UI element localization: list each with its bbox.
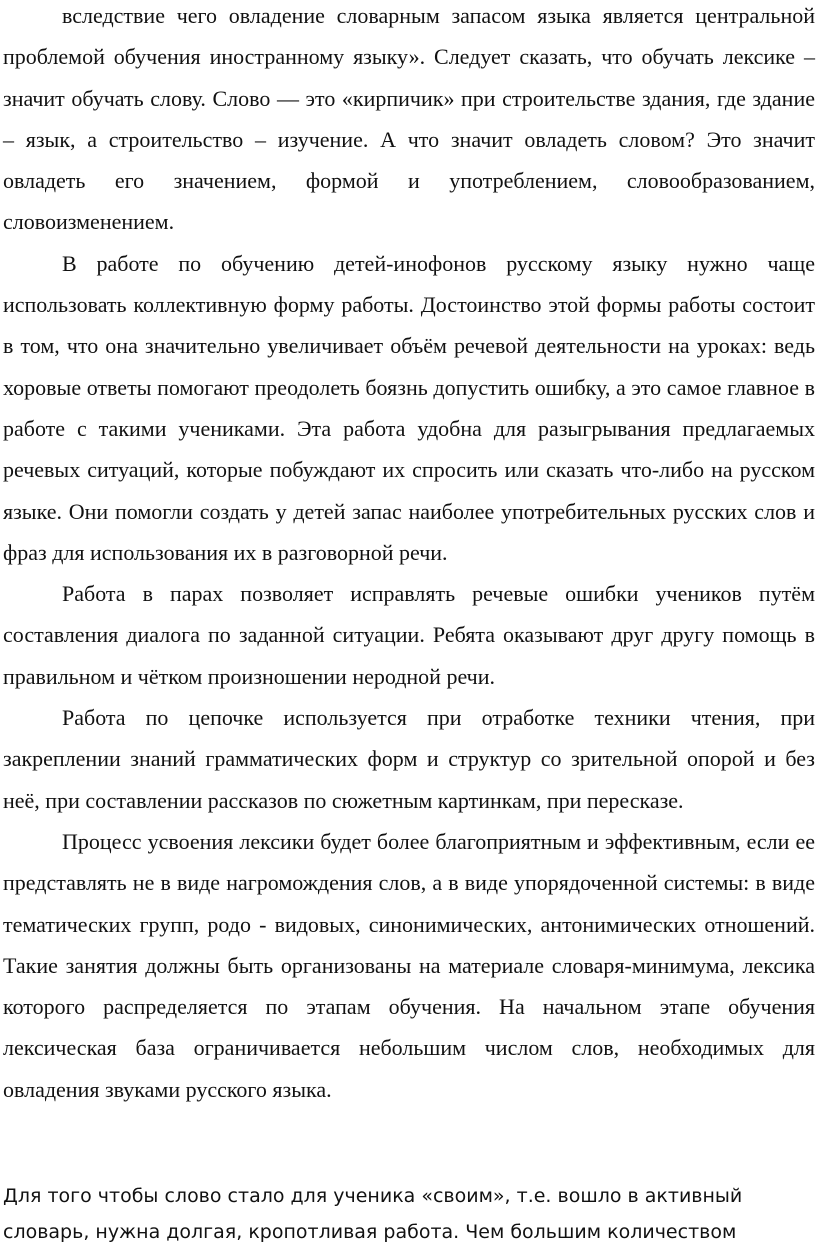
paragraph-vocabulary-mastery: вследствие чего овладение словарным запасом языка является центральной проблемой обучения иностранному языку». Следует сказать, что обучать лексике – значит обучать слову. Слово — это «кирпичик» при строительстве здания, где здание – язык, а строительство – изучение. А что значит овладеть словом? Это значит овладеть его значением, формой и употреблением, словообразованием, словоизменением. xyxy=(3,3,815,235)
paragraph-lexicon-process: Процесс усвоения лексики будет более благоприятным и эффективным, если ее представлять не в виде нагромождения слов, а в виде упорядоченной системы: в виде тематических групп, родо - видовых, синонимических, антонимических отношений. Такие занятия должны быть организованы на материале словаря-минимума, лексика которого распределяется по этапам обучения. На начальном этапе обучения лексическая база ограничивается небольшим числом слов, необходимых для овладения звуками русского языка. xyxy=(3,828,815,1102)
continuation-line-1: Для того чтобы слово стало для ученика «своим», т.е. вошло в активный xyxy=(3,1185,743,1207)
paragraph-collective-work: В работе по обучению детей-инофонов русскому языку нужно чаще использовать коллективную форму работы. Достоинство этой формы работы состоит в том, что она значительно увеличивает объём речевой деятельности на уроках: ведь хоровые ответы помогают преодолеть боязнь допустить ошибку, а это самое главное в работе с такими учениками. Эта работа удобна для разыгрывания предлагаемых речевых ситуаций, которые побуждают их спросить или сказать что-либо на русском языке. Они помогли создать у детей запас наиболее употребительных русских слов и фраз для использования их в разговорной речи. xyxy=(3,250,815,565)
continuation-text xyxy=(0,1178,816,1250)
paragraph-chain-work: Работа по цепочке используется при отработке техники чтения, при закреплении знаний грамматических форм и структур со зрительной опорой и без неё, при составлении рассказов по сюжетным картинкам, при пересказе. xyxy=(3,705,815,813)
paragraph-pair-work: Работа в парах позволяет исправлять речевые ошибки учеников путём составления диалога по заданной ситуации. Ребята оказывают друг другу помощь в правильном и чётком произношении неродной речи. xyxy=(3,581,815,689)
continuation-line-2: словарь, нужна долгая, кропотливая работа. Чем большим количеством xyxy=(3,1221,737,1243)
